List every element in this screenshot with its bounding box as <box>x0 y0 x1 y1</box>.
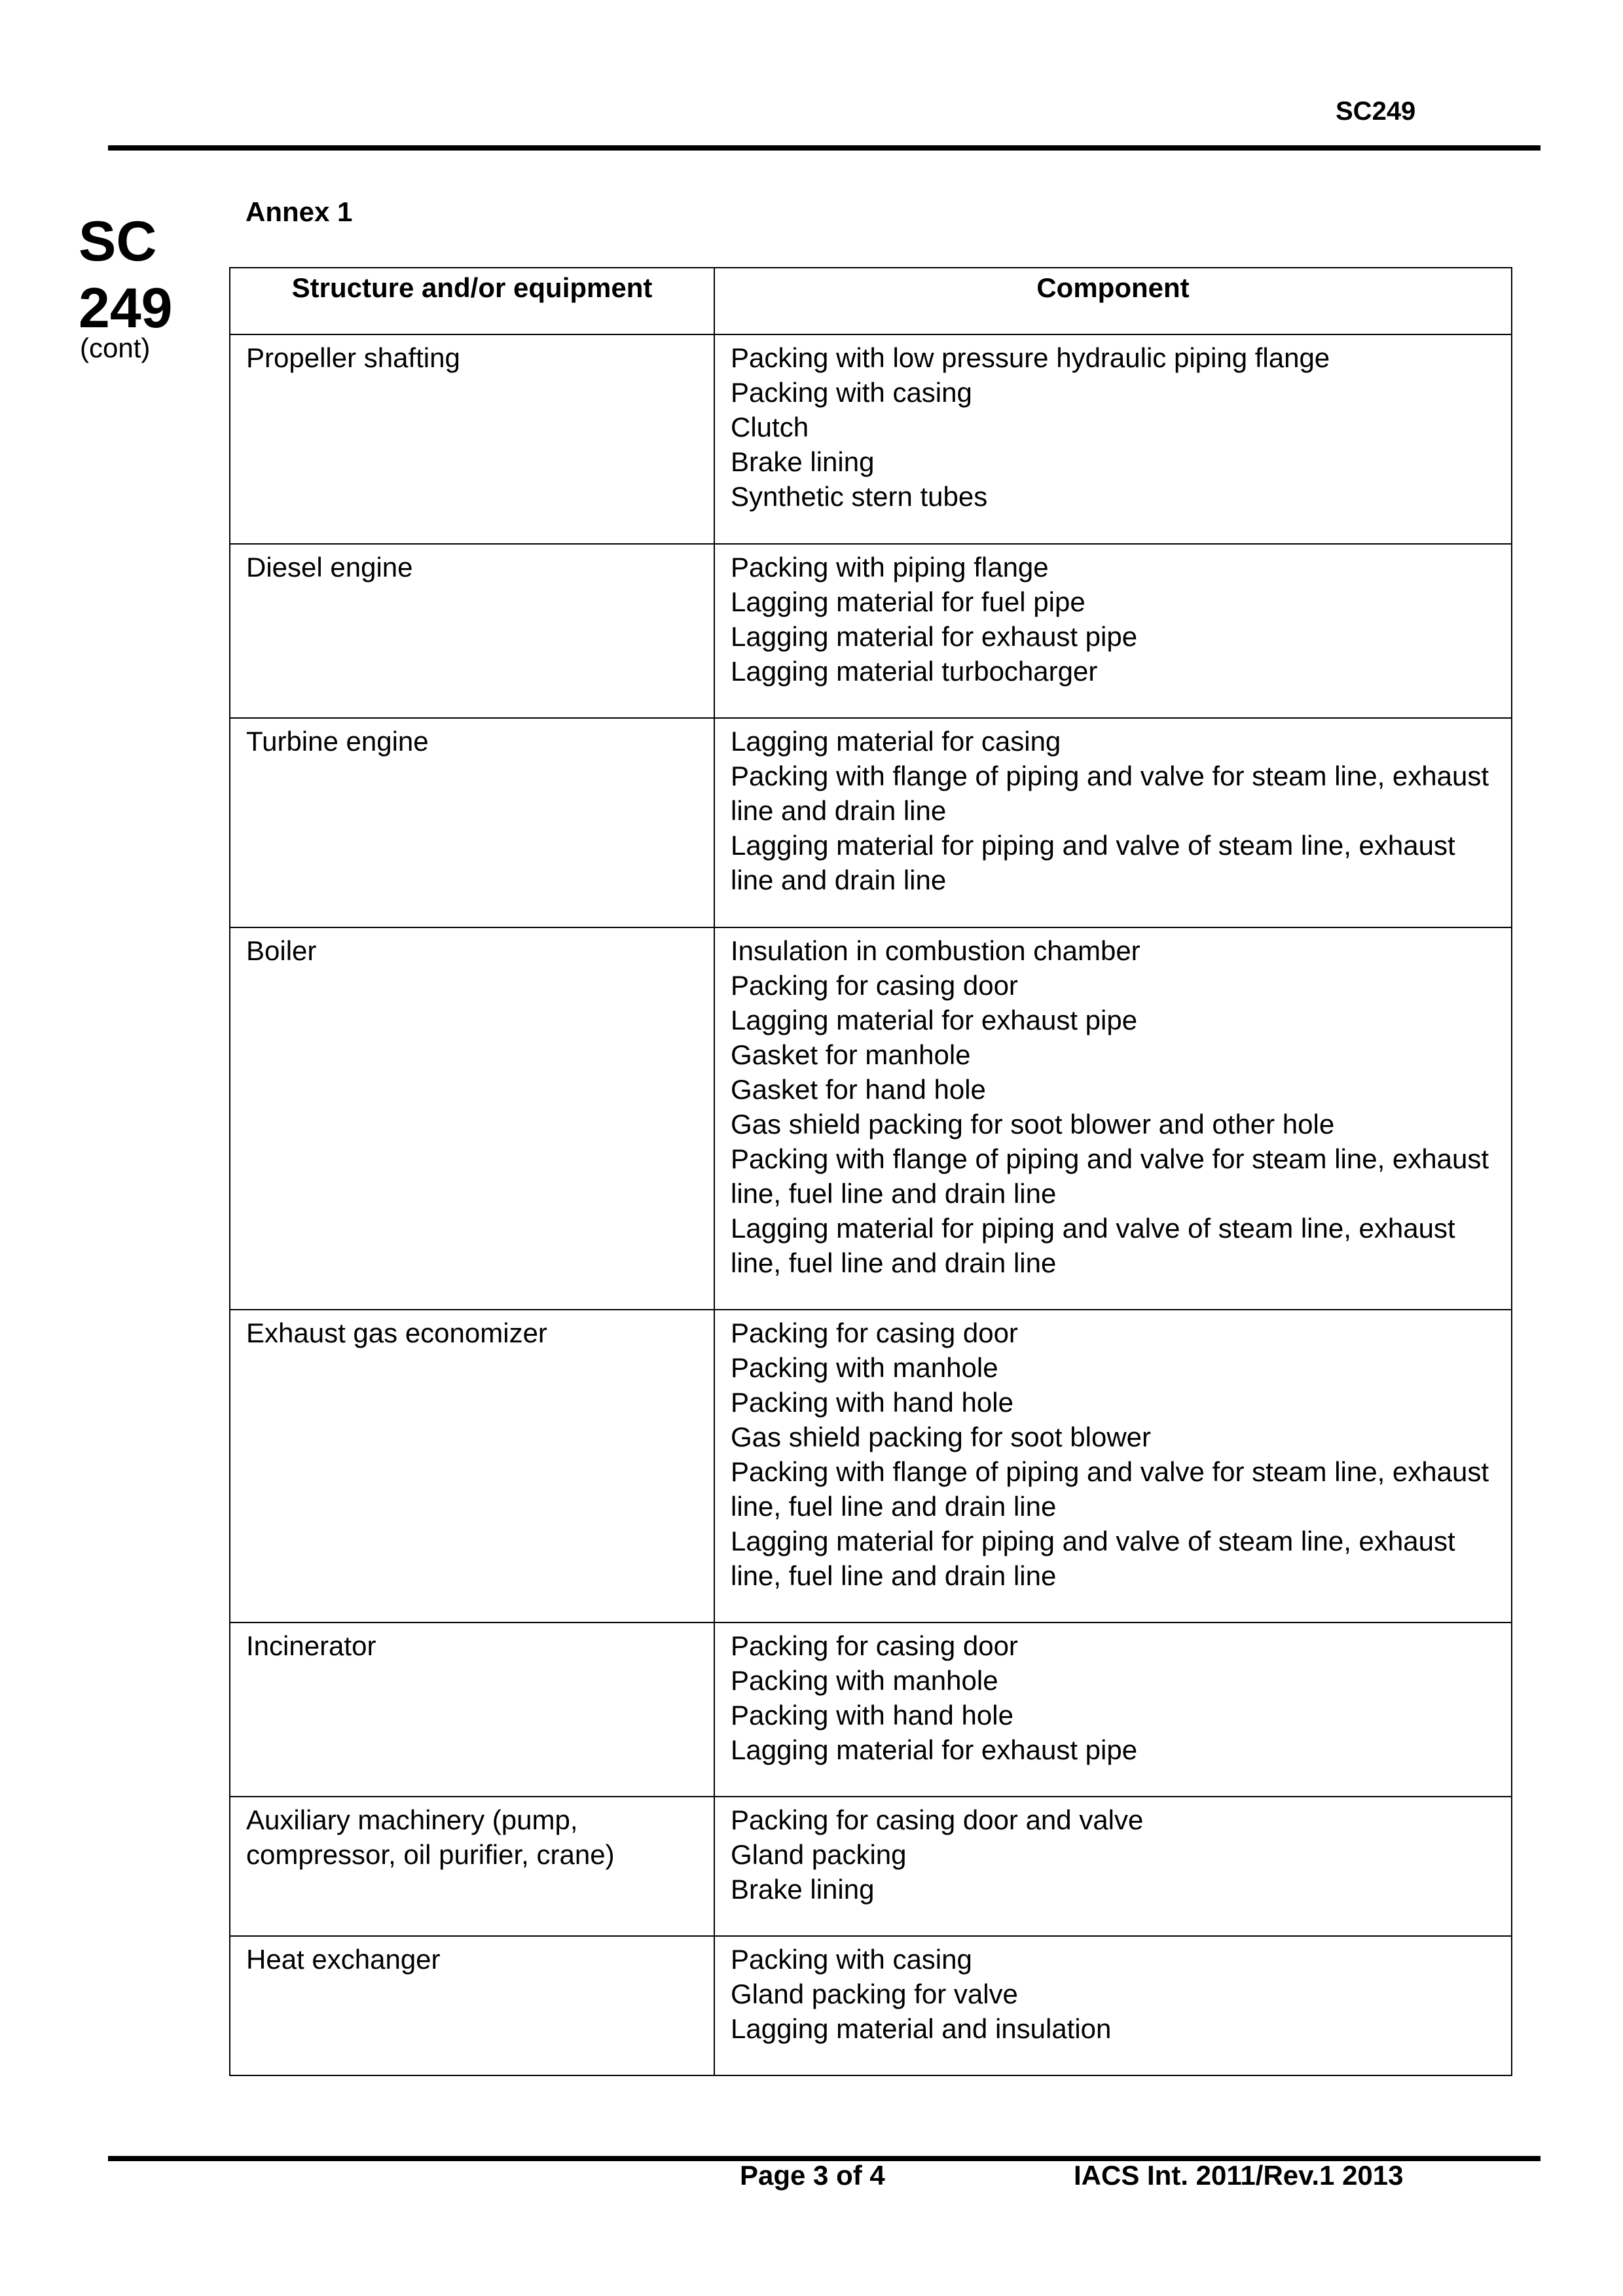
table-row <box>230 1797 1512 1936</box>
component-item: Lagging material for exhaust pipe <box>731 621 1138 652</box>
component-item: Gland packing for valve <box>731 1979 1018 2009</box>
component-cell <box>714 1310 1512 1623</box>
table-row <box>230 1936 1512 2075</box>
side-label-cont: (cont) <box>80 332 151 363</box>
structure-cell: Exhaust gas economizer <box>230 1310 714 1623</box>
component-item: Packing with low pressure hydraulic piping flange <box>731 342 1330 373</box>
component-cell <box>714 927 1512 1310</box>
component-item: Gasket for hand hole <box>731 1074 986 1105</box>
table-row <box>230 927 1512 1310</box>
component-item: Gas shield packing for soot blower <box>731 1422 1151 1452</box>
component-item: Lagging material for casing <box>731 726 1061 757</box>
component-item: Insulation in combustion chamber <box>731 935 1140 966</box>
structure-cell: Incinerator <box>230 1623 714 1797</box>
table-row <box>230 1310 1512 1623</box>
component-item: Packing with casing <box>731 377 972 408</box>
structure-cell: Turbine engine <box>230 718 714 927</box>
table-row <box>230 334 1512 544</box>
component-item: Synthetic stern tubes <box>731 481 988 512</box>
top-rule <box>108 145 1541 151</box>
component-cell <box>714 544 1512 718</box>
component-item: Gas shield packing for soot blower and other hole <box>731 1109 1335 1139</box>
component-item: Packing with manhole <box>731 1665 998 1696</box>
page-number: Page 3 of 4 <box>740 2160 885 2191</box>
component-item: Packing for casing door <box>731 1318 1018 1348</box>
table-header-row <box>230 268 1512 334</box>
side-label-line2: 249 <box>79 277 173 340</box>
component-item: Packing with casing <box>731 1944 972 1975</box>
structure-cell: Diesel engine <box>230 544 714 718</box>
structure-cell: Auxiliary machinery (pump, compressor, oil purifier, crane) <box>230 1797 714 1936</box>
side-label <box>79 208 173 342</box>
component-item: Packing with piping flange <box>731 552 1049 583</box>
annex-title: Annex 1 <box>246 196 353 227</box>
component-item: Brake lining <box>731 1874 875 1905</box>
component-item: Gasket for manhole <box>731 1039 971 1070</box>
component-item: Packing with flange of piping and valve for steam line, exhaust line, fuel line and drain line <box>731 1456 1489 1522</box>
structure-cell: Boiler <box>230 927 714 1310</box>
component-item: Packing with flange of piping and valve for steam line, exhaust line, fuel line and drain line <box>731 1143 1489 1209</box>
side-label-line1: SC <box>79 210 157 273</box>
component-item: Lagging material for piping and valve of steam line, exhaust line and drain line <box>731 830 1455 895</box>
component-item: Lagging material for piping and valve of steam line, exhaust line, fuel line and drain line <box>731 1526 1455 1591</box>
structure-cell: Heat exchanger <box>230 1936 714 2075</box>
component-item: Packing for casing door and valve <box>731 1804 1144 1835</box>
component-item: Brake lining <box>731 446 875 477</box>
component-item: Lagging material for fuel pipe <box>731 586 1085 617</box>
component-item: Clutch <box>731 412 809 442</box>
component-item: Packing with flange of piping and valve for steam line, exhaust line and drain line <box>731 761 1489 826</box>
table-row <box>230 1623 1512 1797</box>
column-header-structure: Structure and/or equipment <box>230 268 714 334</box>
component-item: Lagging material turbocharger <box>731 656 1098 687</box>
component-cell <box>714 334 1512 544</box>
component-cell <box>714 1797 1512 1936</box>
table-row <box>230 544 1512 718</box>
component-cell <box>714 1936 1512 2075</box>
annex-table <box>229 267 1512 2076</box>
column-header-component: Component <box>714 268 1512 334</box>
component-cell <box>714 1623 1512 1797</box>
document-reference: IACS Int. 2011/Rev.1 2013 <box>1074 2160 1404 2191</box>
table-row <box>230 718 1512 927</box>
component-item: Lagging material for piping and valve of steam line, exhaust line, fuel line and drain line <box>731 1213 1455 1278</box>
component-item: Packing for casing door <box>731 970 1018 1001</box>
document-code: SC249 <box>1336 97 1416 126</box>
component-item: Gland packing <box>731 1839 907 1870</box>
component-item: Lagging material and insulation <box>731 2013 1112 2044</box>
component-item: Packing for casing door <box>731 1630 1018 1661</box>
component-item: Lagging material for exhaust pipe <box>731 1005 1138 1035</box>
structure-cell: Propeller shafting <box>230 334 714 544</box>
component-item: Packing with hand hole <box>731 1387 1013 1418</box>
component-item: Packing with hand hole <box>731 1700 1013 1731</box>
component-item: Lagging material for exhaust pipe <box>731 1734 1138 1765</box>
component-item: Packing with manhole <box>731 1352 998 1383</box>
component-cell <box>714 718 1512 927</box>
